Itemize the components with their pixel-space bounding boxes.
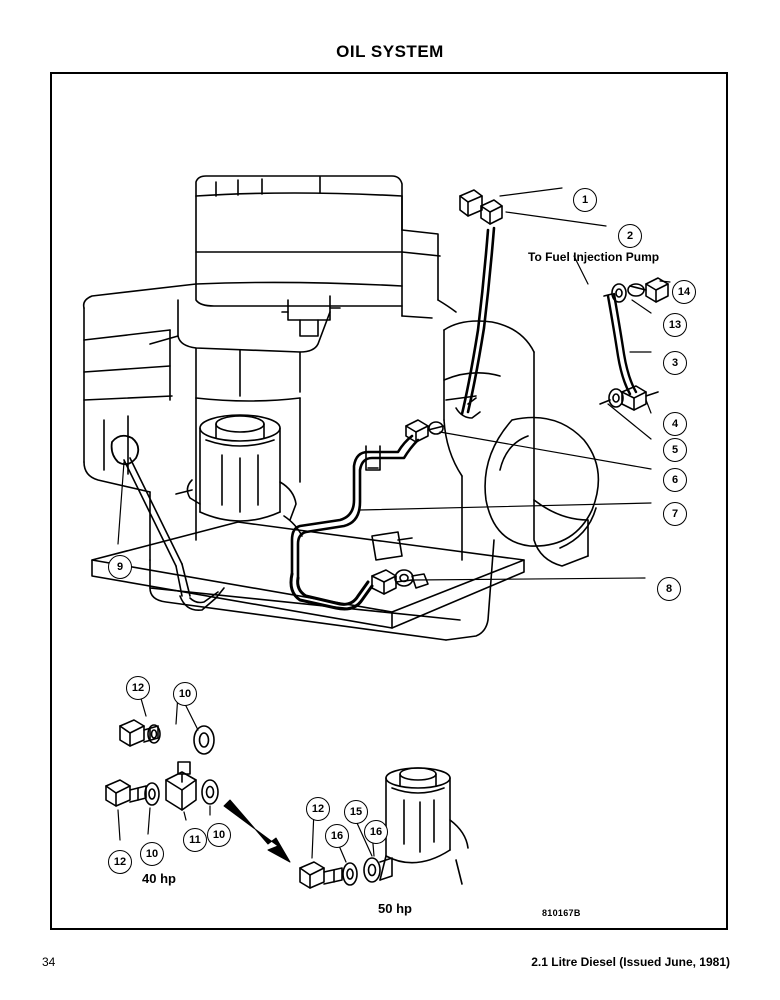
- callout-4: 4: [663, 412, 687, 436]
- callout-8: 8: [657, 577, 681, 601]
- callout-13: 13: [663, 313, 687, 337]
- footer-reference: 2.1 Litre Diesel (Issued June, 1981): [531, 955, 730, 969]
- callout-3: 3: [663, 351, 687, 375]
- callout-6: 6: [663, 468, 687, 492]
- callout-16: 16: [364, 820, 388, 844]
- callout-12: 12: [306, 797, 330, 821]
- callout-1: 1: [573, 188, 597, 212]
- callout-16: 16: [325, 824, 349, 848]
- callout-12: 12: [108, 850, 132, 874]
- variant-40hp-label: 40 hp: [142, 871, 176, 886]
- callout-10: 10: [173, 682, 197, 706]
- callout-9: 9: [108, 555, 132, 579]
- callout-10: 10: [207, 823, 231, 847]
- callout-11: 11: [183, 828, 207, 852]
- fuel-injection-pump-label: To Fuel Injection Pump: [528, 250, 660, 264]
- callout-10: 10: [140, 842, 164, 866]
- figure-code: 810167B: [542, 908, 581, 918]
- callout-15: 15: [344, 800, 368, 824]
- variant-50hp-label: 50 hp: [378, 901, 412, 916]
- callout-5: 5: [663, 438, 687, 462]
- callout-7: 7: [663, 502, 687, 526]
- page-title: OIL SYSTEM: [336, 42, 444, 61]
- page-number: 34: [42, 955, 56, 969]
- callout-14: 14: [672, 280, 696, 304]
- callout-2: 2: [618, 224, 642, 248]
- callout-12: 12: [126, 676, 150, 700]
